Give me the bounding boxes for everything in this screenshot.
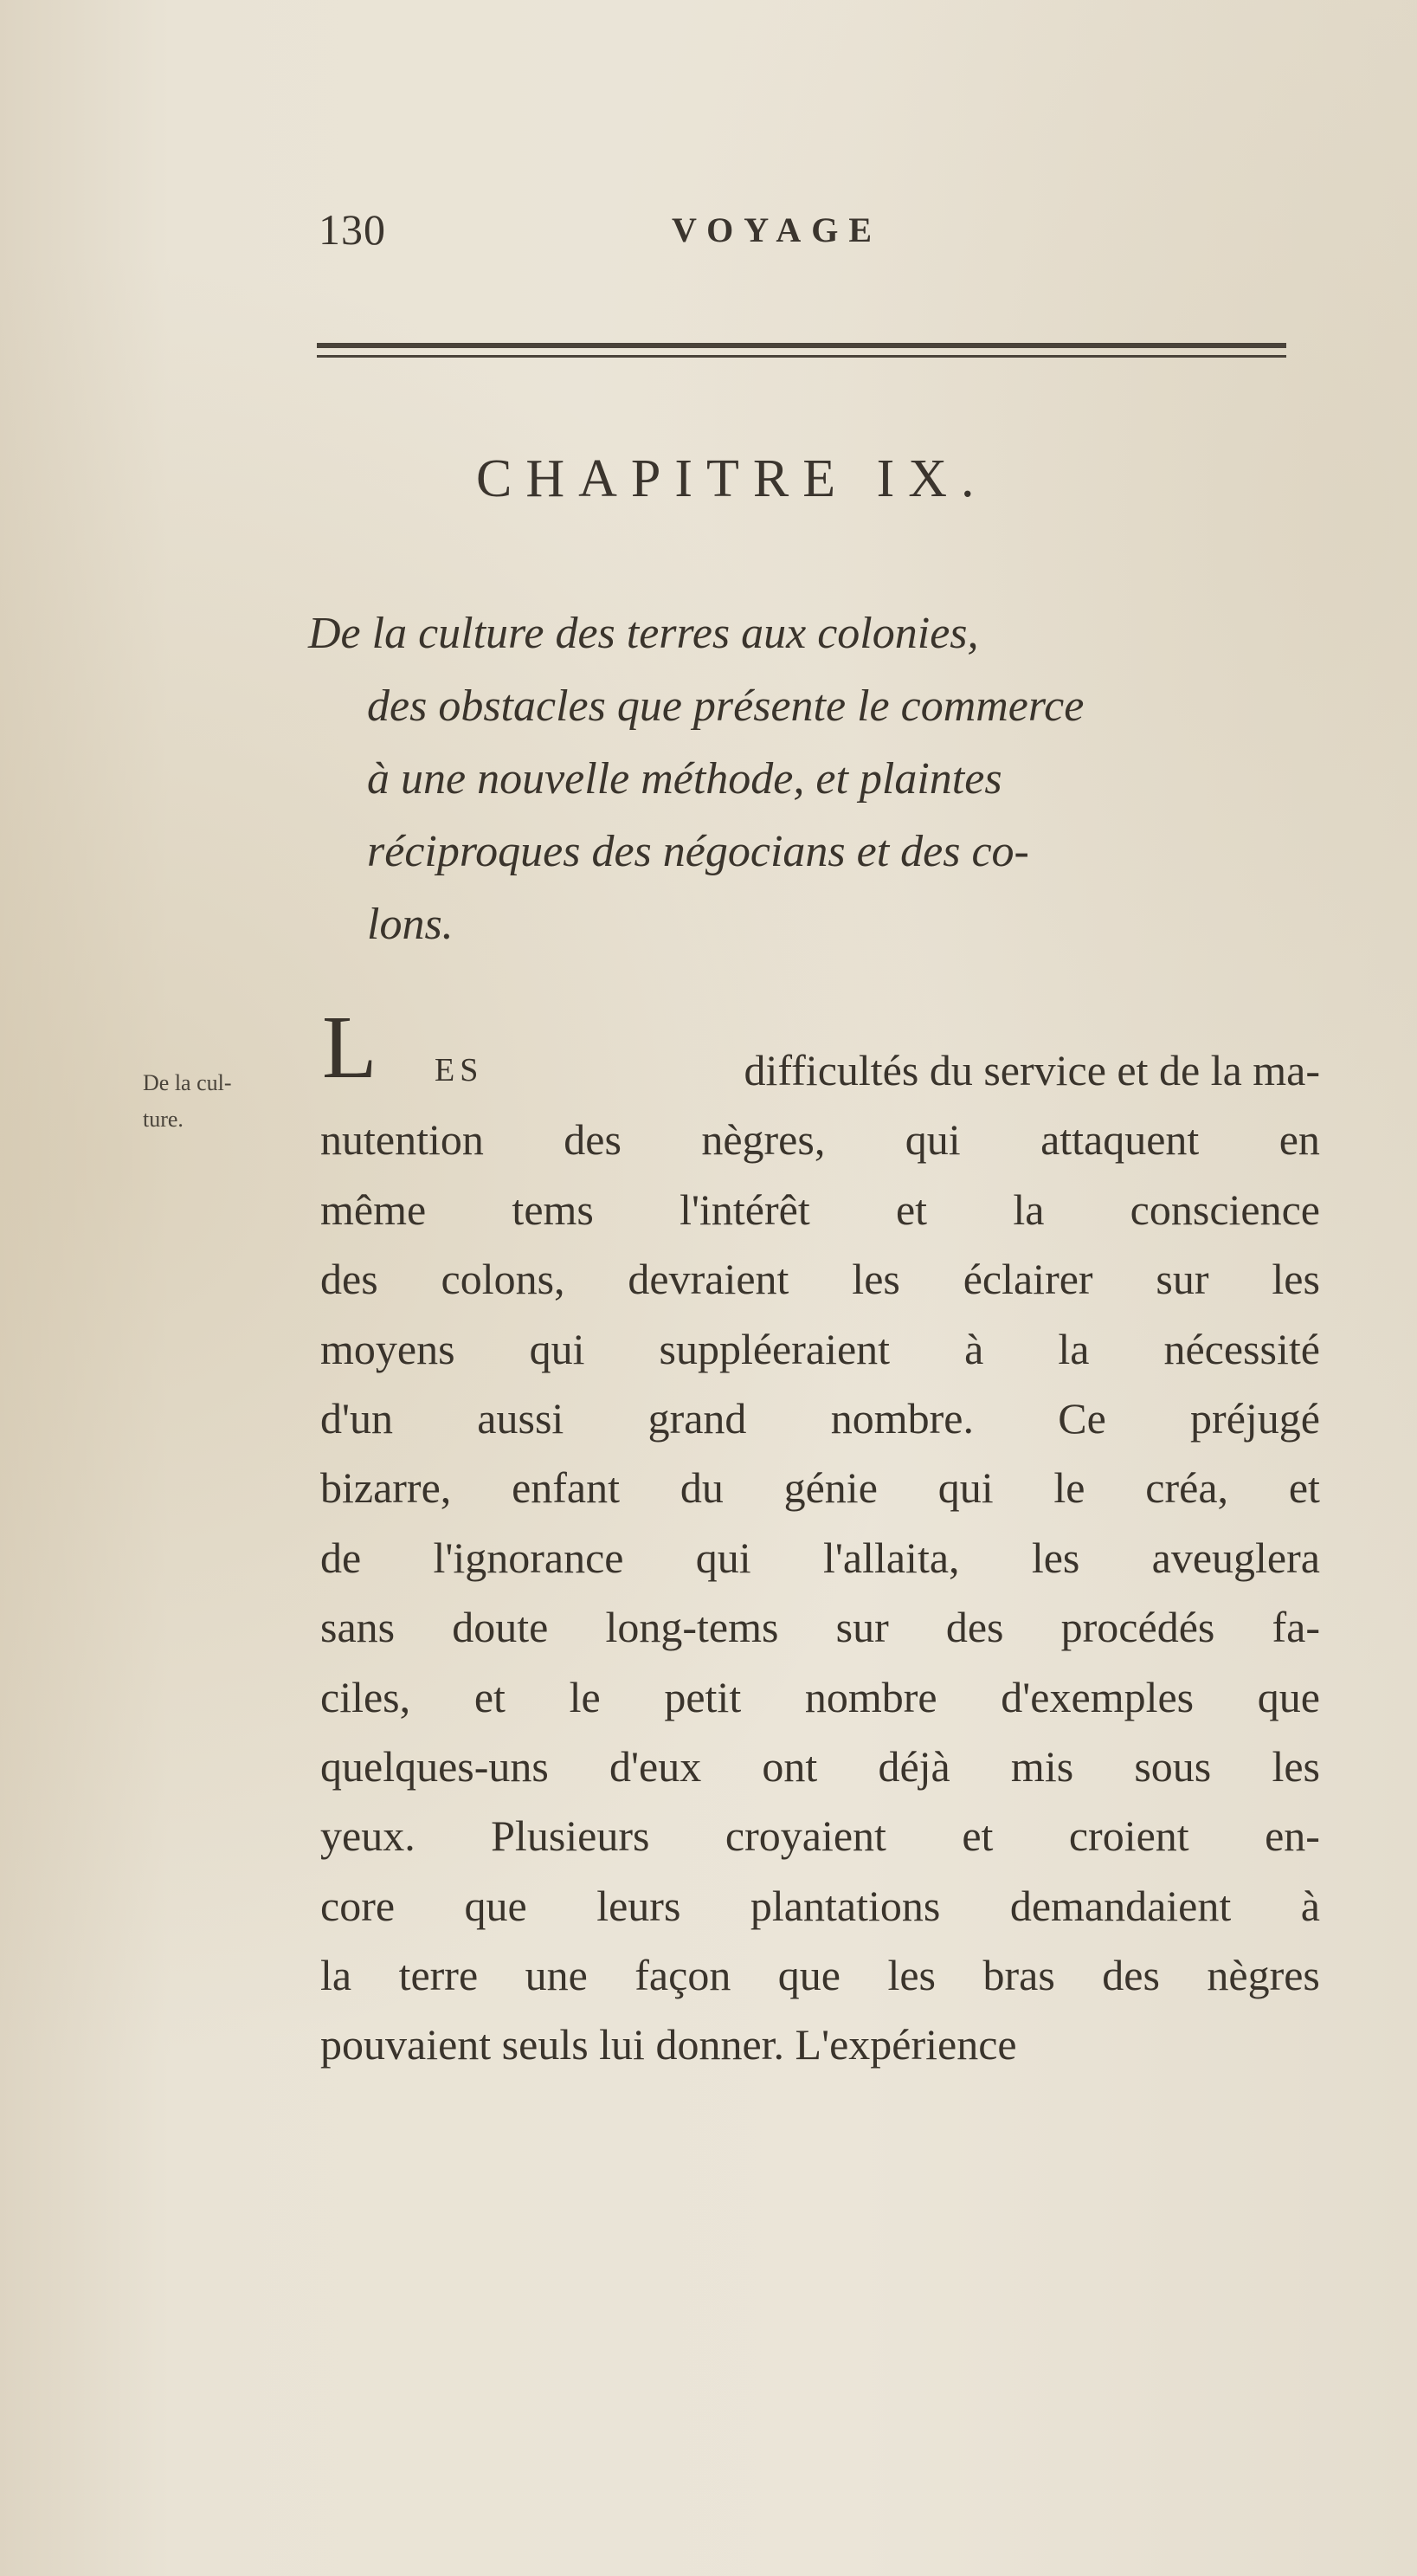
body-line [320,1523,1320,1592]
word: des [945,1603,1004,1652]
word: créa, [1145,1463,1229,1513]
word: et [473,1672,506,1721]
body-line [320,1244,1320,1314]
word: et [895,1185,928,1234]
word: d'exemples [1001,1672,1195,1721]
margin-note [143,1065,307,1138]
word: leurs [596,1881,681,1930]
word: fa- [1272,1603,1320,1652]
word: que [1257,1672,1320,1721]
word: qui [695,1533,751,1582]
word: nombre [804,1672,937,1721]
word: enfant [512,1463,621,1513]
word: yeux. [320,1811,415,1861]
word: doute [452,1603,549,1652]
word: quelques-uns [320,1741,549,1791]
summary-line: à une nouvelle méthode, et plaintes [367,754,1002,804]
body-line [320,1384,1320,1453]
word: ont [762,1741,818,1791]
body-line [320,1105,1320,1174]
body-line [320,1592,1320,1662]
body-line [320,1662,1320,1732]
body-line [320,1801,1320,1870]
word: nécessité [1163,1324,1320,1373]
word: croyaient [725,1811,886,1861]
word: qui [905,1115,961,1165]
word: déjà [878,1741,950,1791]
word: moyens [320,1324,455,1373]
word: en [1279,1115,1320,1165]
word: tems [512,1185,594,1234]
word: le [569,1672,601,1721]
body-line [320,1732,1320,1801]
word: nutention [320,1115,484,1165]
margin-note-line: De la cul- [143,1070,232,1095]
word: les [1272,1741,1320,1791]
body-paragraph [320,1036,1320,2080]
word: la [1058,1324,1090,1373]
word: et [962,1811,994,1861]
body-line [320,1314,1320,1384]
first-word-rest: ES [435,1052,484,1088]
word: sur [835,1603,889,1652]
header-rule-thin [317,355,1286,358]
word: bras [982,1951,1055,2000]
word: les [887,1951,937,2000]
word: façon [634,1951,731,2000]
word: la [1013,1185,1045,1234]
word: aveuglera [1151,1533,1320,1582]
word: attaquent [1040,1115,1200,1165]
word: les [852,1255,900,1304]
word: génie [783,1463,878,1513]
word: des [320,1255,378,1304]
margin-note-line: ture. [143,1107,184,1132]
word: aussi [477,1393,564,1443]
word: une [525,1951,588,2000]
body-line [320,1175,1320,1244]
word: que [464,1881,527,1930]
word: le [1053,1463,1085,1513]
word: core [320,1881,396,1930]
word: grand [647,1393,747,1443]
word: préjugé [1190,1393,1320,1443]
word: petit [664,1672,742,1721]
word: terre [398,1951,479,2000]
word: qui [529,1324,585,1373]
body-line [320,1940,1320,2010]
word: devraient [628,1255,789,1304]
word: croient [1068,1811,1189,1861]
word: des [1102,1951,1160,2000]
word: long-tems [605,1603,779,1652]
word: les [1031,1533,1080,1582]
word: nègres [1207,1951,1320,2000]
word: suppléeraient [659,1324,891,1373]
word: plantations [750,1881,941,1930]
word: sur [1156,1255,1209,1304]
summary-line: des obstacles que présente le commerce [367,681,1085,731]
word: Ce [1058,1393,1106,1443]
body-line-text: difficultés du service et de la ma- [744,1046,1320,1094]
word: d'eux [609,1741,702,1791]
word: à [1300,1881,1320,1930]
word: nègres, [701,1115,826,1165]
word: ciles, [320,1672,411,1721]
word: d'un [320,1393,394,1443]
word: des [564,1115,622,1165]
summary-line: lons. [367,900,454,949]
chapter-summary [308,597,1330,961]
word: sous [1134,1741,1212,1791]
word: l'allaita, [822,1533,960,1582]
summary-line: réciproques des négocians et des co- [367,827,1029,876]
word: Plusieurs [491,1811,650,1861]
drop-cap: L [322,997,377,1097]
word: qui [937,1463,994,1513]
word: la [320,1951,352,2000]
body-line [320,1871,1320,1940]
running-title: VOYAGE [672,210,883,249]
chapter-title: CHAPITRE IX. [476,449,989,508]
word: bizarre, [320,1463,452,1513]
word: conscience [1130,1185,1320,1234]
body-line [320,1453,1320,1522]
word: les [1272,1255,1320,1304]
word: l'intérêt [680,1185,810,1234]
word: mis [1010,1741,1074,1791]
word: nombre. [830,1393,974,1443]
word: de [320,1533,362,1582]
word: l'ignorance [433,1533,624,1582]
word: même [320,1185,427,1234]
word: sans [320,1603,396,1652]
word: en- [1265,1811,1320,1861]
summary-line: De la culture des terres aux colonies, [308,609,979,658]
header-rule-thick [317,343,1286,348]
word: demandaient [1009,1881,1232,1930]
word: que [777,1951,841,2000]
word: et [1288,1463,1320,1513]
body-line: pouvaient seuls lui donner. L'expérience [320,2020,1017,2069]
word: du [680,1463,724,1513]
word: colons, [441,1255,565,1304]
word: éclairer [963,1255,1093,1304]
word: à [964,1324,984,1373]
body-line [320,1036,1320,1105]
page-number: 130 [319,205,386,254]
word: procédés [1060,1603,1215,1652]
